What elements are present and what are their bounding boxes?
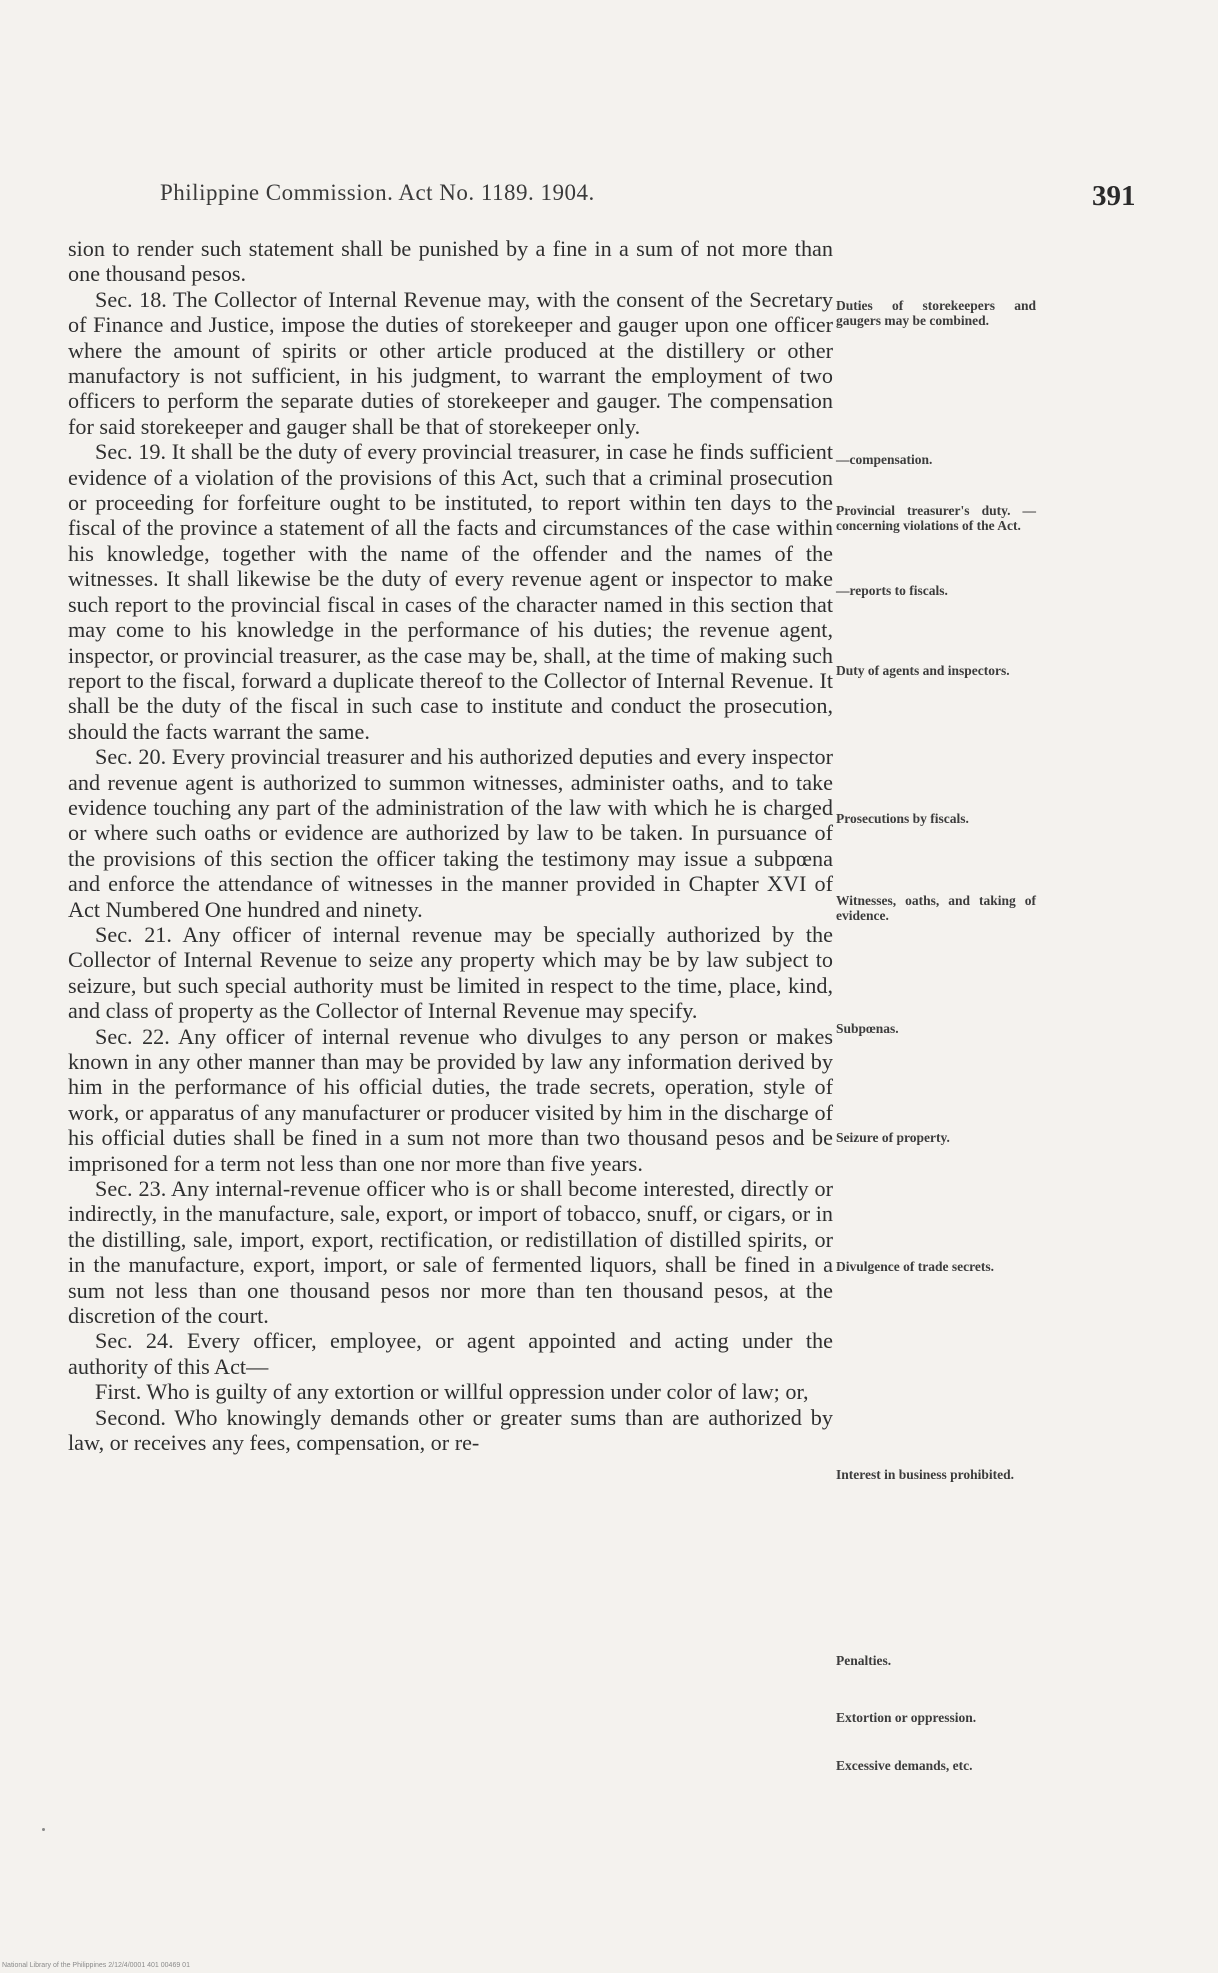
margin-note-treasurer-duty: Provincial treasurer's duty. —concerning violations of the Act.: [836, 503, 1036, 533]
margin-note-reports-fiscals: —reports to fiscals.: [836, 583, 948, 598]
margin-note-extortion: Extortion or oppression.: [836, 1710, 977, 1725]
margin-note-prosecutions: Prosecutions by fiscals.: [836, 811, 969, 826]
margin-note-agents-inspectors: Duty of agents and inspectors.: [836, 663, 1010, 678]
margin-note-seizure: Seizure of property.: [836, 1130, 950, 1145]
page-number: 391: [1092, 180, 1136, 212]
scan-speck: [42, 1828, 45, 1831]
margin-note-penalties: Penalties.: [836, 1653, 892, 1668]
scan-footer: National Library of the Philippines 2/12/4/0001 401 00469 01: [2, 1962, 190, 1969]
clause-second: Second. Who knowingly demands other or greater sums than are authorized by law, or receives any fees, compensation, or re-: [68, 1404, 833, 1456]
margin-note-compensation: —compensation.: [836, 452, 933, 467]
section-22: Sec. 22. Any officer of internal revenue who divulges to any person or makes known in any other manner than may be provided by law any information derived by him in the performance of his official duties, the trade secrets, operation, style of work, or apparatus of any manufacturer or producer visited by him in the discharge of his official duties shall be fined in a sum not more than two thousand pesos and be imprisoned for a term not less than one nor more than five years.: [68, 1023, 833, 1176]
margin-note-witnesses: Witnesses, oaths, and taking of evidence.: [836, 893, 1036, 923]
section-20: Sec. 20. Every provincial treasurer and his authorized deputies and every inspector and revenue agent is authorized to summon witnesses, administer oaths, and to take evidence touching any part of the administration of the law with which he is charged or where such oaths or evidence are authorized by law to be taken. In pursuance of the provisions of this section the officer taking the testimony may issue a subpœna and enforce the attendance of witnesses in the manner provided in Chapter XVI of Act Numbered One hundred and ninety.: [68, 744, 833, 922]
margin-note-interest-business: Interest in business prohibited.: [836, 1467, 1015, 1482]
margin-note-trade-secrets: Divulgence of trade secrets.: [836, 1259, 994, 1274]
section-24: Sec. 24. Every officer, employee, or agent appointed and acting under the authority of this Act—: [68, 1328, 833, 1379]
margin-note-duties-combined: Duties of storekeepers and gaugers may be combined.: [836, 298, 1036, 328]
margin-note-excessive-demands: Excessive demands, etc.: [836, 1758, 973, 1773]
clause-first: First. Who is guilty of any extortion or willful oppression under color of law; or,: [95, 1379, 809, 1405]
margin-note-subpoenas: Subpœnas.: [836, 1021, 899, 1036]
paragraph-continuation: sion to render such statement shall be punished by a fine in a sum of not more than one thousand pesos.: [68, 236, 833, 287]
running-head: Philippine Commission. Act No. 1189. 1904.: [160, 180, 595, 205]
section-18: Sec. 18. The Collector of Internal Revenue may, with the consent of the Secretary of Finance and Justice, impose the duties of storekeeper and gauger upon one officer where the amount of spirits or other article produced at the distillery or other manufactory is not sufficient, in his judgment, to warrant the employment of two officers to perform the separate duties of storekeeper and gauger. The compensation for said storekeeper and gauger shall be that of storekeeper only.: [68, 286, 833, 439]
section-19: Sec. 19. It shall be the duty of every provincial treasurer, in case he finds sufficient evidence of a violation of the provisions of this Act, such that a criminal prosecution or proceeding for forfeiture ought to be instituted, to report within ten days to the fiscal of the province a statement of all the facts and circumstances of the case within his knowledge, together with the name of the offender and the names of the witnesses. It shall likewise be the duty of every revenue agent or inspector to make such report to the provincial fiscal in cases of the character named in this section that may come to his knowledge in the performance of his duties; the revenue agent, inspector, or provincial treasurer, as the case may be, shall, at the time of making such report to the fiscal, forward a duplicate thereof to the Collector of Internal Revenue. It shall be the duty of the fiscal in such case to institute and conduct the prosecution, should the facts warrant the same.: [68, 439, 833, 744]
body-text: [68, 236, 833, 1456]
section-23: Sec. 23. Any internal-revenue officer who is or shall become interested, directly or indirectly, in the manufacture, sale, export, or import of tobacco, snuff, or cigars, or in the distilling, sale, import, export, rectification, or redistillation of distilled spirits, or in the manufacture, export, import, or sale of fermented liquors, shall be fined in a sum not less than one thousand pesos nor more than ten thousand pesos, at the discretion of the court.: [68, 1176, 833, 1329]
section-21: Sec. 21. Any officer of internal revenue may be specially authorized by the Collector of Internal Revenue to seize any property which may be by law subject to seizure, but such special authority must be limited in respect to the time, place, kind, and class of property as the Collector of Internal Revenue may specify.: [68, 921, 833, 1024]
